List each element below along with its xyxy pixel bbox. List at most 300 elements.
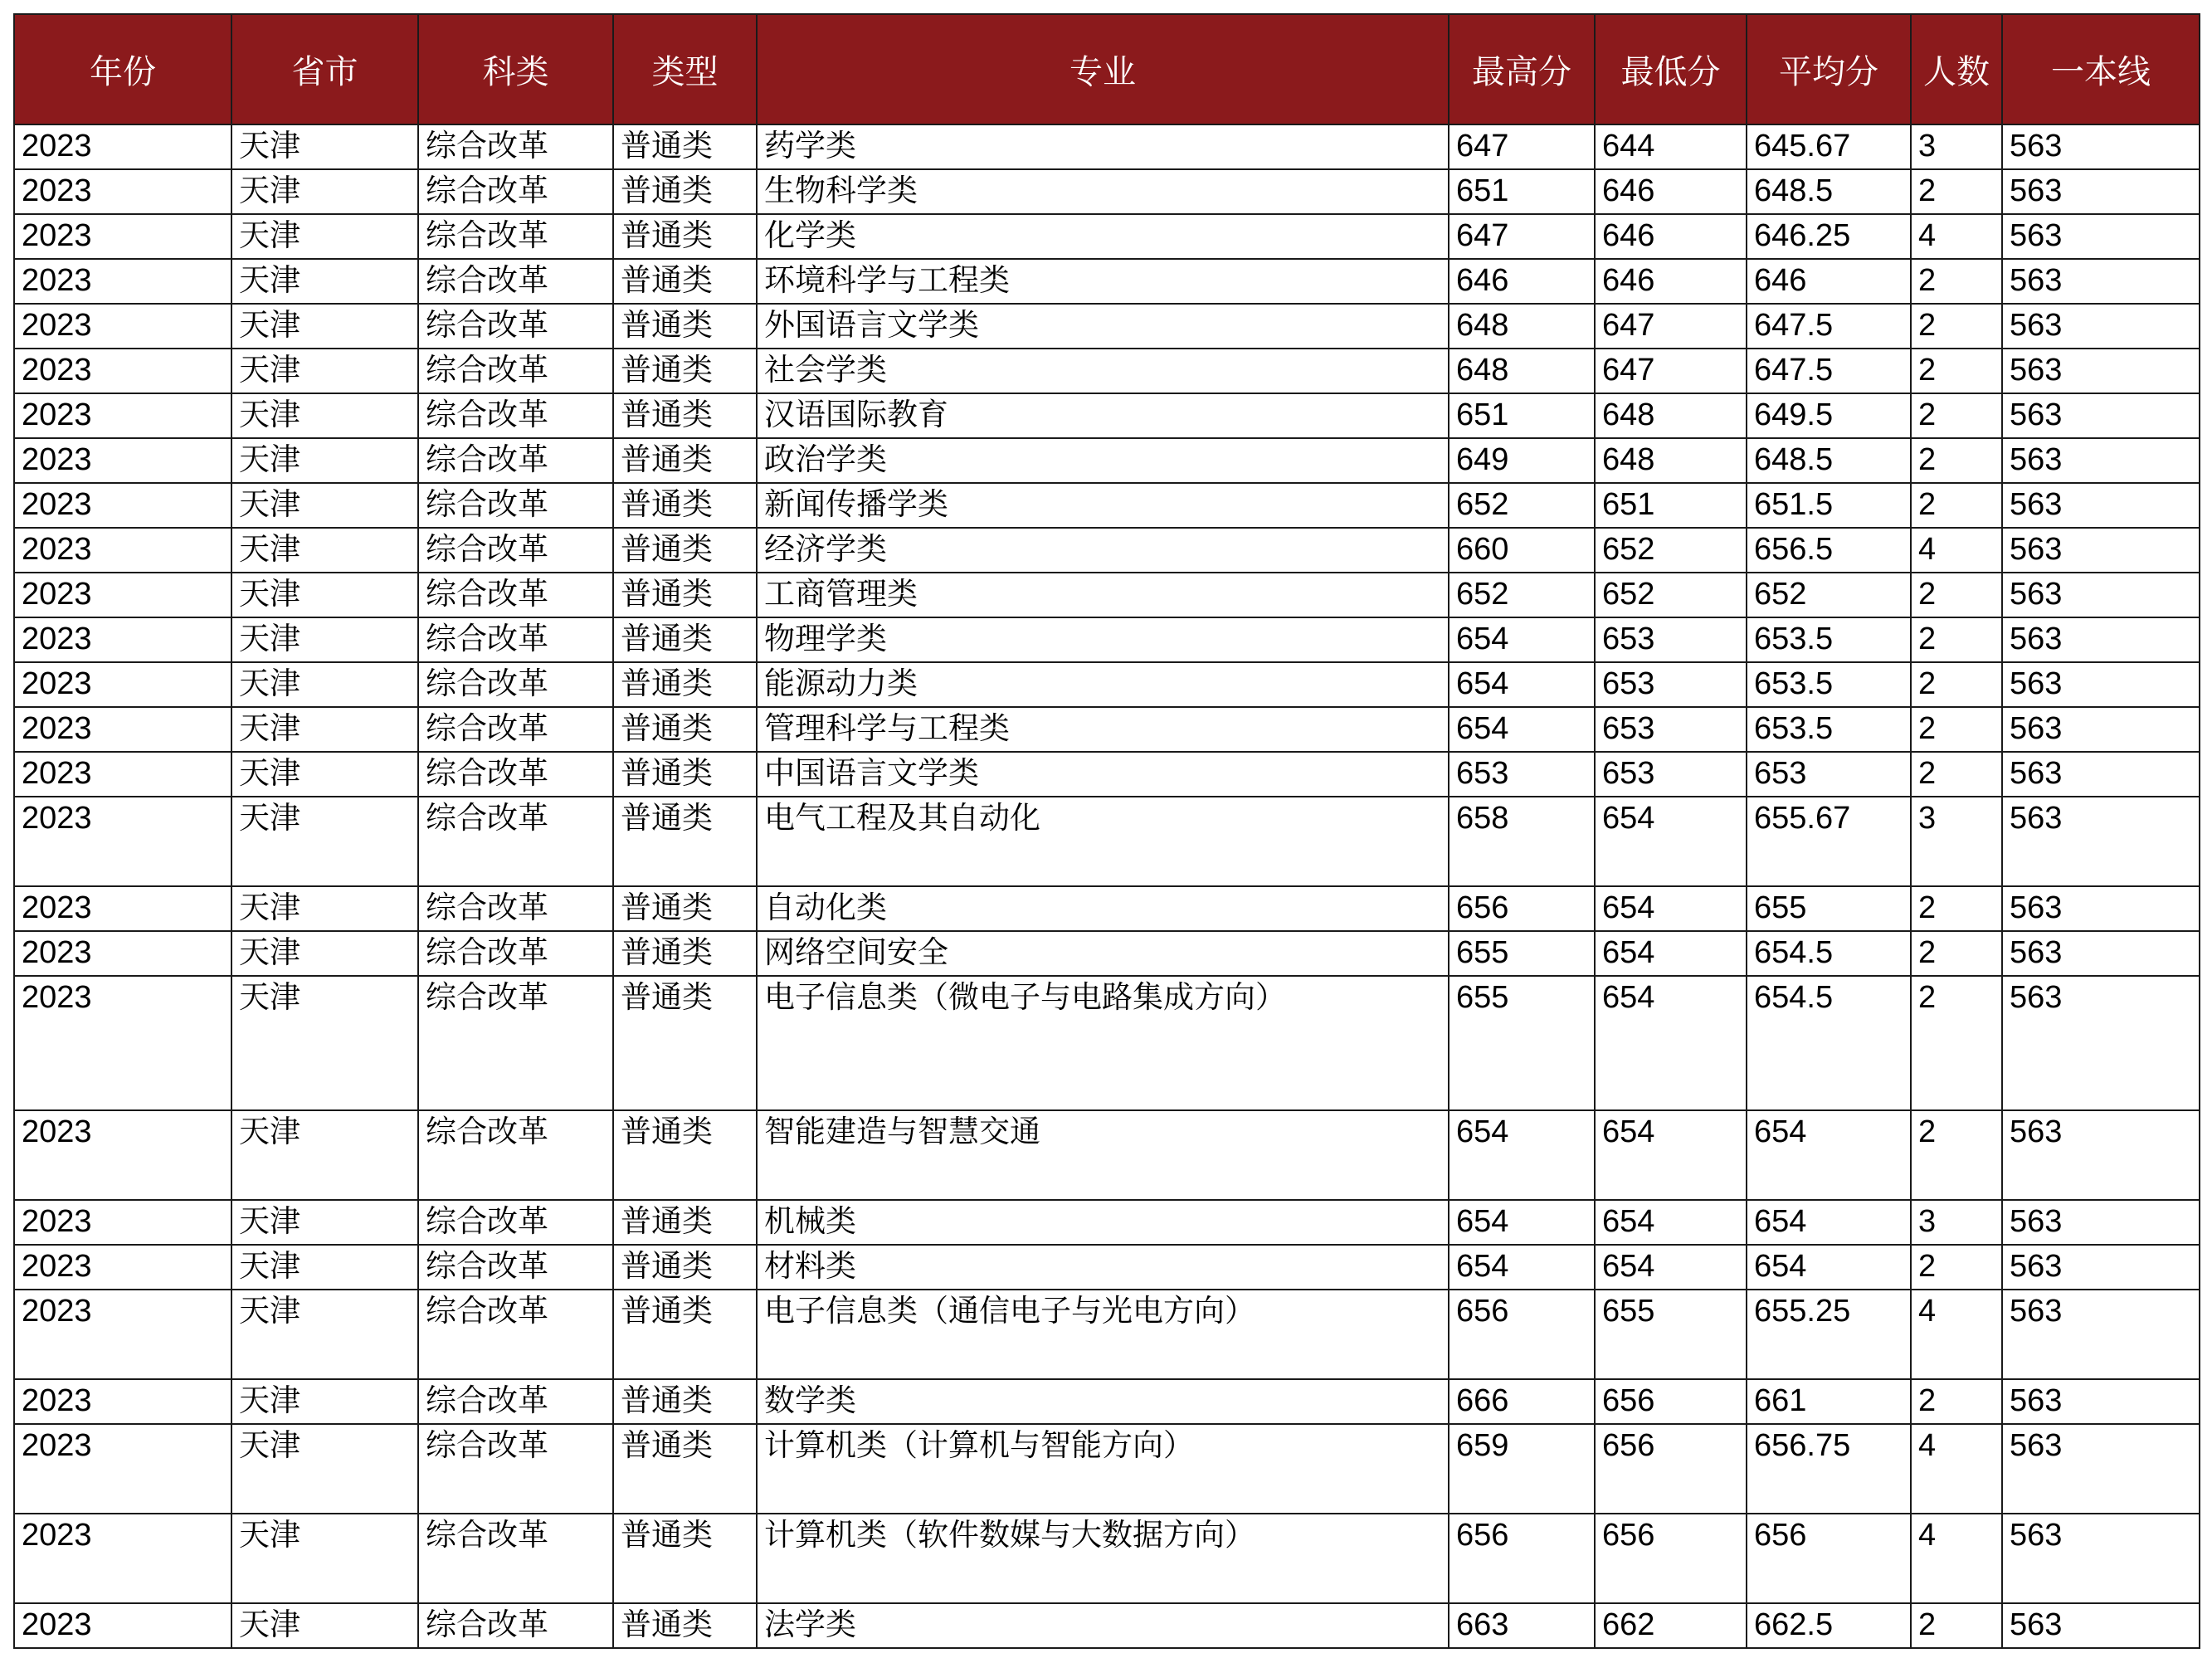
column-header-max-score: 最高分 <box>1449 14 1595 124</box>
type-cell: 普通类 <box>613 1290 757 1379</box>
province-cell: 天津 <box>231 976 418 1110</box>
max-score-cell: 659 <box>1449 1424 1595 1514</box>
avg-score-cell: 654 <box>1747 1245 1911 1290</box>
year-cell: 2023 <box>14 259 231 304</box>
year-cell: 2023 <box>14 707 231 752</box>
major-cell: 材料类 <box>757 1245 1449 1290</box>
tier-line-cell: 563 <box>2002 169 2200 214</box>
major-cell: 新闻传播学类 <box>757 483 1449 528</box>
min-score-cell: 654 <box>1595 1200 1747 1245</box>
count-cell: 4 <box>1911 1424 2002 1514</box>
max-score-cell: 655 <box>1449 931 1595 976</box>
max-score-cell: 654 <box>1449 707 1595 752</box>
avg-score-cell: 654.5 <box>1747 931 1911 976</box>
avg-score-cell: 655.67 <box>1747 797 1911 886</box>
tier-line-cell: 563 <box>2002 573 2200 617</box>
min-score-cell: 662 <box>1595 1603 1747 1648</box>
province-cell: 天津 <box>231 1110 418 1200</box>
year-cell: 2023 <box>14 483 231 528</box>
table-row <box>14 349 2200 393</box>
table-row <box>14 528 2200 573</box>
min-score-cell: 653 <box>1595 752 1747 797</box>
avg-score-cell: 656 <box>1747 1514 1911 1603</box>
type-cell: 普通类 <box>613 573 757 617</box>
type-cell: 普通类 <box>613 1514 757 1603</box>
major-cell: 电气工程及其自动化 <box>757 797 1449 886</box>
year-cell: 2023 <box>14 438 231 483</box>
count-cell: 2 <box>1911 259 2002 304</box>
avg-score-cell: 655 <box>1747 886 1911 931</box>
category-cell: 综合改革 <box>418 483 613 528</box>
count-cell: 2 <box>1911 752 2002 797</box>
year-cell: 2023 <box>14 617 231 662</box>
tier-line-cell: 563 <box>2002 931 2200 976</box>
category-cell: 综合改革 <box>418 1603 613 1648</box>
tier-line-cell: 563 <box>2002 1379 2200 1424</box>
max-score-cell: 652 <box>1449 483 1595 528</box>
province-cell: 天津 <box>231 617 418 662</box>
major-cell: 机械类 <box>757 1200 1449 1245</box>
min-score-cell: 653 <box>1595 662 1747 707</box>
max-score-cell: 658 <box>1449 797 1595 886</box>
year-cell: 2023 <box>14 662 231 707</box>
table-row <box>14 393 2200 438</box>
province-cell: 天津 <box>231 1200 418 1245</box>
tier-line-cell: 563 <box>2002 1110 2200 1200</box>
count-cell: 2 <box>1911 707 2002 752</box>
major-cell: 政治学类 <box>757 438 1449 483</box>
tier-line-cell: 563 <box>2002 1245 2200 1290</box>
min-score-cell: 652 <box>1595 573 1747 617</box>
count-cell: 3 <box>1911 797 2002 886</box>
type-cell: 普通类 <box>613 438 757 483</box>
count-cell: 2 <box>1911 573 2002 617</box>
major-cell: 工商管理类 <box>757 573 1449 617</box>
category-cell: 综合改革 <box>418 528 613 573</box>
avg-score-cell: 649.5 <box>1747 393 1911 438</box>
major-cell: 自动化类 <box>757 886 1449 931</box>
category-cell: 综合改革 <box>418 707 613 752</box>
count-cell: 2 <box>1911 1603 2002 1648</box>
type-cell: 普通类 <box>613 169 757 214</box>
province-cell: 天津 <box>231 1245 418 1290</box>
province-cell: 天津 <box>231 214 418 259</box>
province-cell: 天津 <box>231 1514 418 1603</box>
tier-line-cell: 563 <box>2002 1290 2200 1379</box>
avg-score-cell: 646.25 <box>1747 214 1911 259</box>
type-cell: 普通类 <box>613 1200 757 1245</box>
year-cell: 2023 <box>14 573 231 617</box>
max-score-cell: 647 <box>1449 214 1595 259</box>
column-header-type: 类型 <box>613 14 757 124</box>
year-cell: 2023 <box>14 349 231 393</box>
column-header-count: 人数 <box>1911 14 2002 124</box>
year-cell: 2023 <box>14 169 231 214</box>
type-cell: 普通类 <box>613 304 757 349</box>
category-cell: 综合改革 <box>418 393 613 438</box>
province-cell: 天津 <box>231 259 418 304</box>
table-row <box>14 259 2200 304</box>
table-row <box>14 976 2200 1110</box>
province-cell: 天津 <box>231 797 418 886</box>
type-cell: 普通类 <box>613 1245 757 1290</box>
count-cell: 4 <box>1911 1514 2002 1603</box>
max-score-cell: 648 <box>1449 349 1595 393</box>
tier-line-cell: 563 <box>2002 976 2200 1110</box>
province-cell: 天津 <box>231 886 418 931</box>
avg-score-cell: 661 <box>1747 1379 1911 1424</box>
category-cell: 综合改革 <box>418 349 613 393</box>
major-cell: 网络空间安全 <box>757 931 1449 976</box>
table-row <box>14 617 2200 662</box>
max-score-cell: 649 <box>1449 438 1595 483</box>
type-cell: 普通类 <box>613 214 757 259</box>
province-cell: 天津 <box>231 124 418 169</box>
table-row <box>14 1603 2200 1648</box>
tier-line-cell: 563 <box>2002 349 2200 393</box>
max-score-cell: 654 <box>1449 1200 1595 1245</box>
category-cell: 综合改革 <box>418 1290 613 1379</box>
max-score-cell: 654 <box>1449 1245 1595 1290</box>
tier-line-cell: 563 <box>2002 617 2200 662</box>
tier-line-cell: 563 <box>2002 1603 2200 1648</box>
year-cell: 2023 <box>14 1514 231 1603</box>
tier-line-cell: 563 <box>2002 259 2200 304</box>
count-cell: 2 <box>1911 1110 2002 1200</box>
min-score-cell: 654 <box>1595 976 1747 1110</box>
major-cell: 外国语言文学类 <box>757 304 1449 349</box>
avg-score-cell: 651.5 <box>1747 483 1911 528</box>
max-score-cell: 647 <box>1449 124 1595 169</box>
year-cell: 2023 <box>14 124 231 169</box>
category-cell: 综合改革 <box>418 1379 613 1424</box>
max-score-cell: 666 <box>1449 1379 1595 1424</box>
min-score-cell: 654 <box>1595 1110 1747 1200</box>
type-cell: 普通类 <box>613 662 757 707</box>
table-row <box>14 797 2200 886</box>
count-cell: 2 <box>1911 349 2002 393</box>
table-row <box>14 886 2200 931</box>
type-cell: 普通类 <box>613 483 757 528</box>
category-cell: 综合改革 <box>418 931 613 976</box>
table-row <box>14 752 2200 797</box>
count-cell: 2 <box>1911 169 2002 214</box>
table-row <box>14 931 2200 976</box>
category-cell: 综合改革 <box>418 976 613 1110</box>
year-cell: 2023 <box>14 1424 231 1514</box>
province-cell: 天津 <box>231 483 418 528</box>
year-cell: 2023 <box>14 886 231 931</box>
province-cell: 天津 <box>231 1379 418 1424</box>
major-cell: 化学类 <box>757 214 1449 259</box>
type-cell: 普通类 <box>613 259 757 304</box>
year-cell: 2023 <box>14 1200 231 1245</box>
table-row <box>14 573 2200 617</box>
avg-score-cell: 654 <box>1747 1110 1911 1200</box>
avg-score-cell: 654 <box>1747 1200 1911 1245</box>
category-cell: 综合改革 <box>418 886 613 931</box>
avg-score-cell: 656.5 <box>1747 528 1911 573</box>
min-score-cell: 647 <box>1595 304 1747 349</box>
max-score-cell: 652 <box>1449 573 1595 617</box>
tier-line-cell: 563 <box>2002 438 2200 483</box>
max-score-cell: 653 <box>1449 752 1595 797</box>
major-cell: 药学类 <box>757 124 1449 169</box>
count-cell: 3 <box>1911 1200 2002 1245</box>
year-cell: 2023 <box>14 797 231 886</box>
table-body <box>14 124 2200 1648</box>
category-cell: 综合改革 <box>418 752 613 797</box>
major-cell: 中国语言文学类 <box>757 752 1449 797</box>
count-cell: 2 <box>1911 886 2002 931</box>
table-row <box>14 483 2200 528</box>
tier-line-cell: 563 <box>2002 662 2200 707</box>
year-cell: 2023 <box>14 393 231 438</box>
avg-score-cell: 655.25 <box>1747 1290 1911 1379</box>
max-score-cell: 655 <box>1449 976 1595 1110</box>
table-row <box>14 1200 2200 1245</box>
type-cell: 普通类 <box>613 1424 757 1514</box>
table-row <box>14 707 2200 752</box>
max-score-cell: 646 <box>1449 259 1595 304</box>
province-cell: 天津 <box>231 349 418 393</box>
avg-score-cell: 662.5 <box>1747 1603 1911 1648</box>
min-score-cell: 656 <box>1595 1424 1747 1514</box>
min-score-cell: 646 <box>1595 214 1747 259</box>
type-cell: 普通类 <box>613 797 757 886</box>
table-row <box>14 304 2200 349</box>
tier-line-cell: 563 <box>2002 124 2200 169</box>
count-cell: 4 <box>1911 214 2002 259</box>
table-header-row <box>14 14 2200 124</box>
province-cell: 天津 <box>231 707 418 752</box>
column-header-major: 专业 <box>757 14 1449 124</box>
category-cell: 综合改革 <box>418 1514 613 1603</box>
major-cell: 生物科学类 <box>757 169 1449 214</box>
count-cell: 4 <box>1911 528 2002 573</box>
category-cell: 综合改革 <box>418 169 613 214</box>
admission-score-table <box>13 13 2200 1649</box>
column-header-avg-score: 平均分 <box>1747 14 1911 124</box>
year-cell: 2023 <box>14 304 231 349</box>
count-cell: 4 <box>1911 1290 2002 1379</box>
type-cell: 普通类 <box>613 1603 757 1648</box>
min-score-cell: 646 <box>1595 259 1747 304</box>
major-cell: 物理学类 <box>757 617 1449 662</box>
avg-score-cell: 656.75 <box>1747 1424 1911 1514</box>
table-row <box>14 1514 2200 1603</box>
max-score-cell: 656 <box>1449 1290 1595 1379</box>
type-cell: 普通类 <box>613 1379 757 1424</box>
avg-score-cell: 654.5 <box>1747 976 1911 1110</box>
year-cell: 2023 <box>14 528 231 573</box>
category-cell: 综合改革 <box>418 573 613 617</box>
province-cell: 天津 <box>231 1290 418 1379</box>
table-row <box>14 169 2200 214</box>
avg-score-cell: 647.5 <box>1747 349 1911 393</box>
count-cell: 2 <box>1911 1245 2002 1290</box>
min-score-cell: 646 <box>1595 169 1747 214</box>
province-cell: 天津 <box>231 1424 418 1514</box>
tier-line-cell: 563 <box>2002 528 2200 573</box>
max-score-cell: 654 <box>1449 662 1595 707</box>
type-cell: 普通类 <box>613 124 757 169</box>
count-cell: 2 <box>1911 617 2002 662</box>
category-cell: 综合改革 <box>418 438 613 483</box>
tier-line-cell: 563 <box>2002 886 2200 931</box>
year-cell: 2023 <box>14 752 231 797</box>
year-cell: 2023 <box>14 1379 231 1424</box>
max-score-cell: 651 <box>1449 169 1595 214</box>
major-cell: 管理科学与工程类 <box>757 707 1449 752</box>
column-header-province: 省市 <box>231 14 418 124</box>
major-cell: 法学类 <box>757 1603 1449 1648</box>
min-score-cell: 648 <box>1595 393 1747 438</box>
category-cell: 综合改革 <box>418 124 613 169</box>
min-score-cell: 654 <box>1595 797 1747 886</box>
category-cell: 综合改革 <box>418 662 613 707</box>
tier-line-cell: 563 <box>2002 214 2200 259</box>
type-cell: 普通类 <box>613 349 757 393</box>
tier-line-cell: 563 <box>2002 393 2200 438</box>
type-cell: 普通类 <box>613 617 757 662</box>
type-cell: 普通类 <box>613 393 757 438</box>
year-cell: 2023 <box>14 214 231 259</box>
category-cell: 综合改革 <box>418 1424 613 1514</box>
avg-score-cell: 648.5 <box>1747 438 1911 483</box>
min-score-cell: 654 <box>1595 886 1747 931</box>
province-cell: 天津 <box>231 304 418 349</box>
max-score-cell: 656 <box>1449 1514 1595 1603</box>
min-score-cell: 651 <box>1595 483 1747 528</box>
type-cell: 普通类 <box>613 752 757 797</box>
min-score-cell: 648 <box>1595 438 1747 483</box>
count-cell: 2 <box>1911 1379 2002 1424</box>
major-cell: 计算机类（软件数媒与大数据方向） <box>757 1514 1449 1603</box>
table-row <box>14 124 2200 169</box>
avg-score-cell: 647.5 <box>1747 304 1911 349</box>
avg-score-cell: 653.5 <box>1747 662 1911 707</box>
max-score-cell: 654 <box>1449 617 1595 662</box>
min-score-cell: 644 <box>1595 124 1747 169</box>
count-cell: 2 <box>1911 931 2002 976</box>
max-score-cell: 654 <box>1449 1110 1595 1200</box>
major-cell: 电子信息类（微电子与电路集成方向） <box>757 976 1449 1110</box>
tier-line-cell: 563 <box>2002 797 2200 886</box>
year-cell: 2023 <box>14 1603 231 1648</box>
tier-line-cell: 563 <box>2002 1424 2200 1514</box>
type-cell: 普通类 <box>613 1110 757 1200</box>
max-score-cell: 656 <box>1449 886 1595 931</box>
province-cell: 天津 <box>231 169 418 214</box>
tier-line-cell: 563 <box>2002 483 2200 528</box>
column-header-year: 年份 <box>14 14 231 124</box>
count-cell: 2 <box>1911 304 2002 349</box>
avg-score-cell: 653.5 <box>1747 707 1911 752</box>
min-score-cell: 652 <box>1595 528 1747 573</box>
avg-score-cell: 653.5 <box>1747 617 1911 662</box>
province-cell: 天津 <box>231 438 418 483</box>
category-cell: 综合改革 <box>418 304 613 349</box>
province-cell: 天津 <box>231 931 418 976</box>
type-cell: 普通类 <box>613 931 757 976</box>
min-score-cell: 655 <box>1595 1290 1747 1379</box>
table-row <box>14 662 2200 707</box>
avg-score-cell: 653 <box>1747 752 1911 797</box>
min-score-cell: 647 <box>1595 349 1747 393</box>
major-cell: 能源动力类 <box>757 662 1449 707</box>
type-cell: 普通类 <box>613 976 757 1110</box>
table-row <box>14 1290 2200 1379</box>
count-cell: 2 <box>1911 976 2002 1110</box>
min-score-cell: 653 <box>1595 707 1747 752</box>
province-cell: 天津 <box>231 1603 418 1648</box>
category-cell: 综合改革 <box>418 1200 613 1245</box>
min-score-cell: 654 <box>1595 931 1747 976</box>
province-cell: 天津 <box>231 662 418 707</box>
major-cell: 智能建造与智慧交通 <box>757 1110 1449 1200</box>
year-cell: 2023 <box>14 1245 231 1290</box>
avg-score-cell: 648.5 <box>1747 169 1911 214</box>
avg-score-cell: 652 <box>1747 573 1911 617</box>
major-cell: 经济学类 <box>757 528 1449 573</box>
count-cell: 3 <box>1911 124 2002 169</box>
max-score-cell: 648 <box>1449 304 1595 349</box>
category-cell: 综合改革 <box>418 797 613 886</box>
count-cell: 2 <box>1911 483 2002 528</box>
type-cell: 普通类 <box>613 886 757 931</box>
tier-line-cell: 563 <box>2002 707 2200 752</box>
min-score-cell: 654 <box>1595 1245 1747 1290</box>
type-cell: 普通类 <box>613 528 757 573</box>
category-cell: 综合改革 <box>418 617 613 662</box>
major-cell: 数学类 <box>757 1379 1449 1424</box>
tier-line-cell: 563 <box>2002 304 2200 349</box>
column-header-category: 科类 <box>418 14 613 124</box>
count-cell: 2 <box>1911 393 2002 438</box>
tier-line-cell: 563 <box>2002 1514 2200 1603</box>
max-score-cell: 663 <box>1449 1603 1595 1648</box>
province-cell: 天津 <box>231 573 418 617</box>
year-cell: 2023 <box>14 1290 231 1379</box>
min-score-cell: 653 <box>1595 617 1747 662</box>
count-cell: 2 <box>1911 662 2002 707</box>
table-row <box>14 214 2200 259</box>
table-row <box>14 438 2200 483</box>
count-cell: 2 <box>1911 438 2002 483</box>
category-cell: 综合改革 <box>418 259 613 304</box>
type-cell: 普通类 <box>613 707 757 752</box>
category-cell: 综合改革 <box>418 214 613 259</box>
avg-score-cell: 646 <box>1747 259 1911 304</box>
avg-score-cell: 645.67 <box>1747 124 1911 169</box>
major-cell: 汉语国际教育 <box>757 393 1449 438</box>
table-row <box>14 1424 2200 1514</box>
column-header-min-score: 最低分 <box>1595 14 1747 124</box>
min-score-cell: 656 <box>1595 1379 1747 1424</box>
major-cell: 计算机类（计算机与智能方向） <box>757 1424 1449 1514</box>
province-cell: 天津 <box>231 393 418 438</box>
province-cell: 天津 <box>231 528 418 573</box>
category-cell: 综合改革 <box>418 1245 613 1290</box>
province-cell: 天津 <box>231 752 418 797</box>
max-score-cell: 660 <box>1449 528 1595 573</box>
year-cell: 2023 <box>14 976 231 1110</box>
year-cell: 2023 <box>14 931 231 976</box>
major-cell: 电子信息类（通信电子与光电方向） <box>757 1290 1449 1379</box>
major-cell: 社会学类 <box>757 349 1449 393</box>
max-score-cell: 651 <box>1449 393 1595 438</box>
